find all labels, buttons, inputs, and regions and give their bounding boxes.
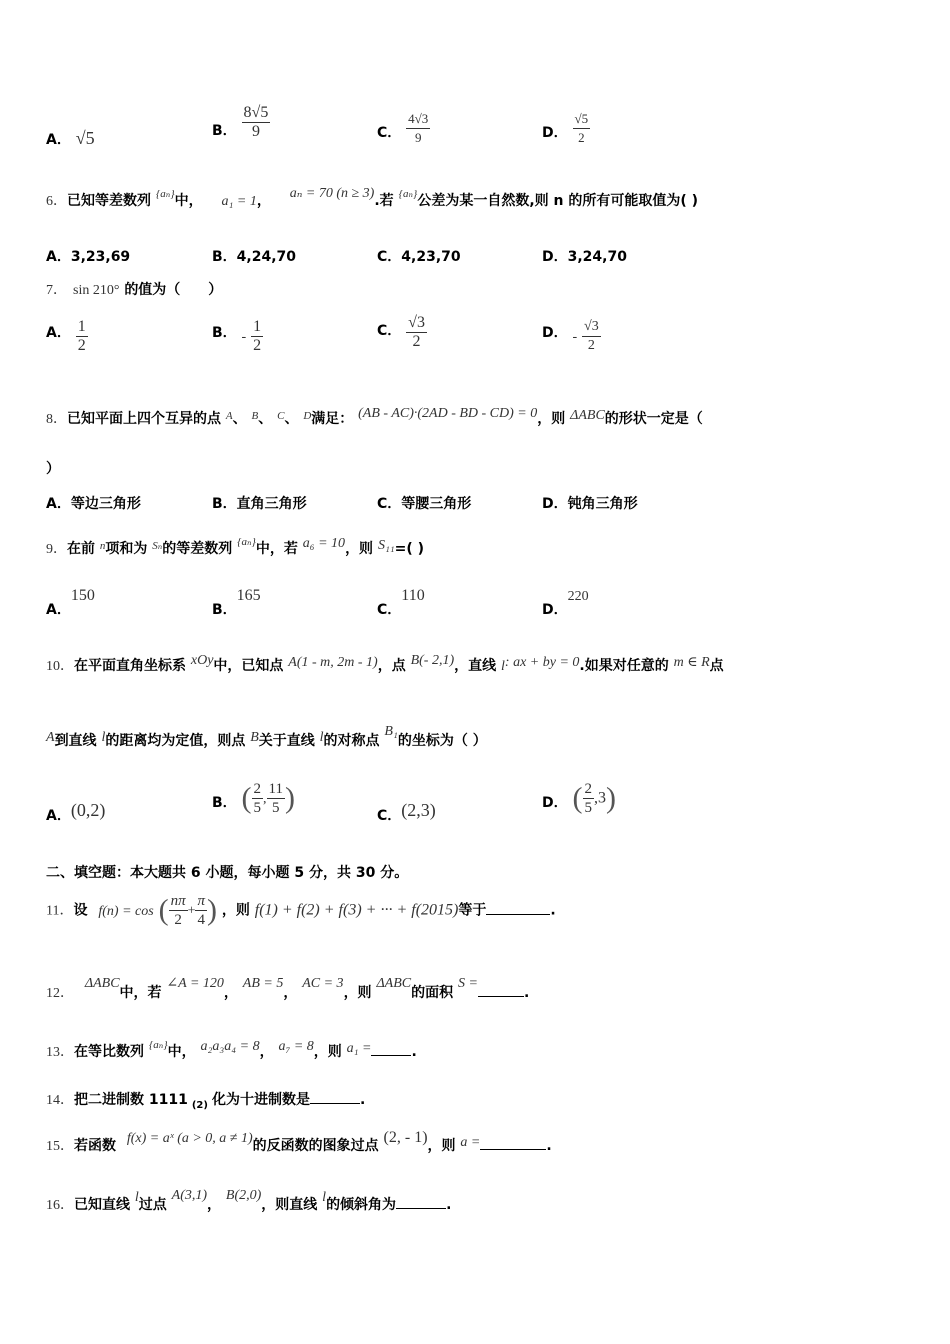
- question-8: 8．已知平面上四个互异的点 $^A$、 $^B$、 $^C$、 $^D$满足： (AB - AC)·(2AD - BD - CD) = 0，则 ΔABC的形状一定是（: [46, 406, 703, 427]
- question-10-cont: A到直线 l的距离均为定值，则点 B关于直线 l的对称点 B₁的坐标为（ ）: [46, 724, 487, 749]
- q7-b-fraction: $\frac{1}{2}$: [253, 318, 262, 354]
- q8-option-c: C．等腰三角形: [377, 496, 472, 512]
- question-9: 9．在前 $^n$项和为 $^{S_n}$的等差数列 $^{\{a_n\}}$中，若 a₆ = 10，则 S₁₁=( ): [46, 536, 425, 557]
- q9-option-d: D．220: [542, 589, 589, 618]
- option-d: D． $\frac{√5}{2}$: [542, 111, 589, 145]
- q10-b-frac2: $\frac{11}{5}$: [268, 781, 283, 816]
- q10-option-b: B． ( $\frac{2}{5}$ , $\frac{11}{5}$ ): [212, 781, 295, 816]
- question-15: 15．若函数 f(x) = aˣ (a > 0, a ≠ 1)的反函数的图象过点 (2, - 1)，则 a = .: [46, 1129, 552, 1154]
- section-2-heading: 二、填空题：本大题共 6 小题，每小题 5 分，共 30 分。: [46, 865, 409, 881]
- question-7: 7． sin 210° 的值为（ ）: [46, 282, 223, 298]
- question-12: 12． ΔABC中，若 ∠A = 120， AB = 5， AC = 3，则 ΔABC的面积 S =.: [46, 976, 530, 1001]
- option-d-fraction: $\frac{√5}{2}$: [574, 111, 589, 145]
- question-13: 13．在等比数列 $^{\{a_n\}}$中， a₂a₃a₄ = 8， a₇ = 8，则 a₁ = .: [46, 1039, 417, 1060]
- q7-a-fraction: $\frac{1}{2}$: [77, 318, 86, 354]
- q7-c-fraction: $\frac{√3}{2}$: [408, 314, 425, 350]
- q11-frac2: $\frac{\pi}{4}$: [197, 893, 205, 928]
- q8-option-a: A．等边三角形: [46, 496, 141, 512]
- q6-option-b: B．4,24,70: [212, 249, 297, 265]
- question-10: 10．在平面直角坐标系 xOy中，已知点 A(1 - m, 2m - 1)，点 B(- 2,1)，直线 l: ax + by = 0.如果对任意的 m ∈ R点: [46, 653, 724, 674]
- q8-option-d: D．钝角三角形: [542, 496, 638, 512]
- q8-option-b: B．直角三角形: [212, 496, 307, 512]
- option-a: A． √5: [46, 128, 95, 148]
- q9-option-c: C．110: [377, 587, 425, 618]
- option-b-fraction: $\frac{8√5}{9}$: [243, 104, 269, 140]
- q10-option-c: C．(2,3): [377, 800, 436, 824]
- option-b: B． $\frac{8√5}{9}$: [212, 104, 269, 140]
- q7-d-fraction: $\frac{√3}{2}$: [584, 319, 599, 353]
- option-a-value: √5: [75, 128, 95, 148]
- question-16: 16．已知直线 l过点 A(3,1)， B(2,0)，则直线 l的倾斜角为 .: [46, 1188, 452, 1213]
- q7-option-c: C． $\frac{√3}{2}$: [377, 314, 425, 350]
- question-14: 14．把二进制数 1111 $_{(2)}$ 化为十进制数是 .: [46, 1092, 366, 1111]
- q10-option-a: A．(0,2): [46, 800, 106, 824]
- option-c: C． $\frac{4√3}{9}$: [377, 111, 429, 145]
- q10-b-frac1: $\frac{2}{5}$: [253, 781, 262, 816]
- q10-d-frac: $\frac{2}{5}$: [584, 781, 592, 816]
- question-11: 11．设 f(n) = cos ( $\frac{n\pi}{2}$ + $\frac{\pi}{4}$ ) ，则 f(1) + f(2) + f(3) + ··· + f(2015)等于 .: [46, 893, 556, 928]
- q11-frac1: $\frac{n\pi}{2}$: [170, 893, 186, 928]
- q10-option-d: D． ( $\frac{2}{5}$ ,3): [542, 781, 616, 816]
- q7-option-b: B． - $\frac{1}{2}$: [212, 318, 262, 354]
- q7-option-d: D． - $\frac{√3}{2}$: [542, 319, 599, 353]
- q6-option-d: D．3,24,70: [542, 249, 627, 265]
- option-c-fraction: $\frac{4√3}{9}$: [408, 111, 429, 145]
- q9-option-b: B．165: [212, 587, 261, 618]
- q6-option-c: C．4,23,70: [377, 249, 461, 265]
- question-6: 6．已知等差数列 $^{\{a_n\}}$中， a₁ = 1， aₙ = 70 (n ≥ 3).若 $^{\{a_n\}}$公差为某一自然数,则 n 的所有可能取值为( ): [46, 186, 699, 209]
- q9-option-a: A．150: [46, 587, 95, 618]
- q7-option-a: A． $\frac{1}{2}$: [46, 318, 86, 354]
- question-8-cont: ）: [46, 461, 60, 477]
- q6-option-a: A．3,23,69: [46, 249, 131, 265]
